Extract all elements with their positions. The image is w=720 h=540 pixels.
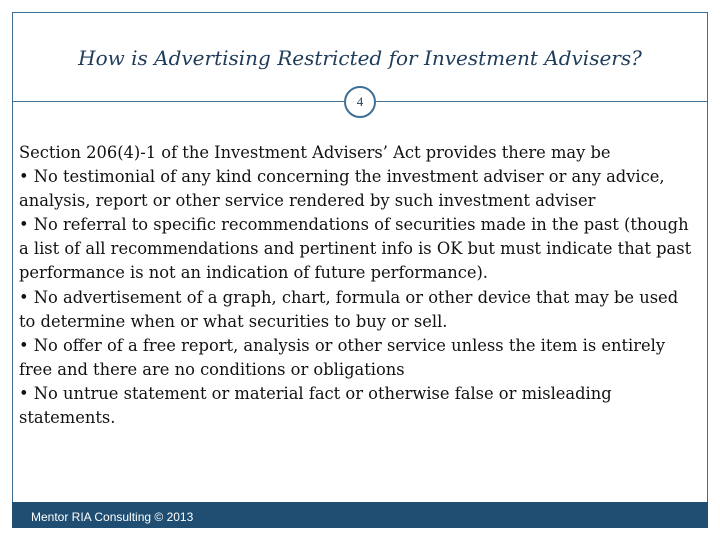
slide-body <box>19 141 699 430</box>
bullet-item: • No referral to specific recommendations of securities made in the past (though a list of all recommendations and pertinent info is OK but must indicate that past performance is not an indication of future performance). <box>19 215 692 283</box>
bullet-item: • No advertisement of a graph, chart, formula or other device that may be used to determine when or what securities to buy or sell. <box>19 287 679 331</box>
bullet-item: • No offer of a free report, analysis or other service unless the item is entirely free and there are no conditions or obligations <box>19 335 666 379</box>
bullet-item: • No testimonial of any kind concerning the investment adviser or any advice, analysis, report or other service rendered by such investment adviser <box>19 167 665 211</box>
divider-right <box>376 101 708 102</box>
slide-number-badge: 4 <box>344 86 376 118</box>
slide-title: How is Advertising Restricted for Investment Advisers? <box>78 46 642 70</box>
footer-copyright: Mentor RIA Consulting © 2013 <box>31 510 194 524</box>
intro-paragraph: Section 206(4)-1 of the Investment Advisers’ Act provides there may be <box>19 143 611 162</box>
divider-left <box>12 101 344 102</box>
bullet-item: • No untrue statement or material fact or otherwise false or misleading statements. <box>19 383 612 428</box>
